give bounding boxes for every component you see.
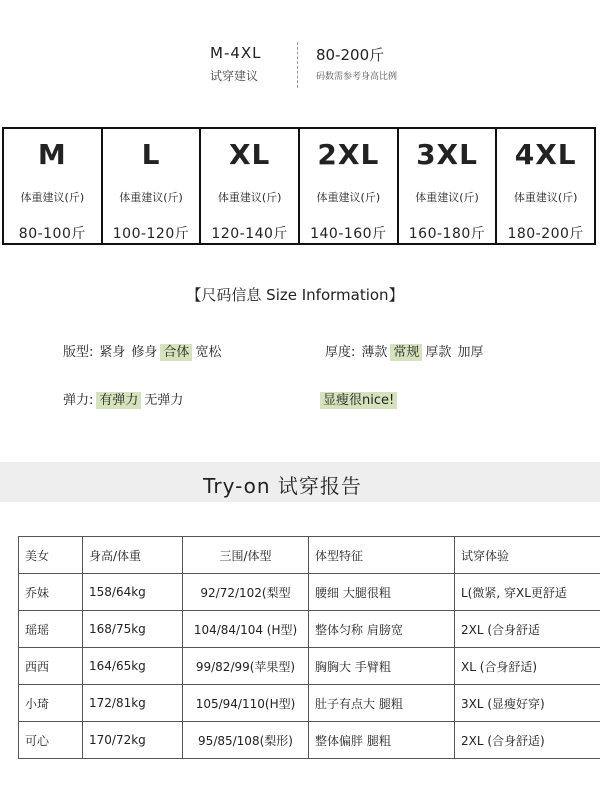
weight-value: 140-160斤 [310, 226, 387, 242]
size-info-title: 【尺码信息 Size Information】 [186, 286, 404, 304]
weight-label: 体重建议(斤) [217, 191, 282, 204]
weight-label: 体重建议(斤) [20, 191, 85, 204]
size-code: 4XL [514, 138, 577, 171]
tryon-table [18, 536, 600, 759]
table-cell: 腰细 大腿很粗 [309, 574, 455, 611]
table-cell: 肚子有点大 腿粗 [309, 685, 455, 722]
table-row [19, 722, 600, 759]
weight-value: 120-140斤 [211, 226, 288, 242]
weight-value: 80-100斤 [18, 226, 86, 242]
thickness-option: 厚款 [425, 345, 452, 360]
header-divider [297, 42, 299, 88]
table-cell: XL (合身舒适) [455, 648, 600, 685]
size-code: M [37, 138, 67, 171]
size-cell-m [4, 129, 103, 243]
size-code: L [141, 138, 161, 171]
table-cell: 99/82/99(苹果型) [183, 648, 309, 685]
column-header: 美女 [19, 537, 83, 574]
size-range: M-4XL [210, 44, 262, 62]
column-header: 三围/体型 [183, 537, 309, 574]
table-row [19, 611, 600, 648]
fit-option: 紧身 [99, 345, 126, 360]
weight-range: 80-200斤 [316, 46, 385, 64]
size-code: 2XL [317, 138, 380, 171]
table-cell: 164/65kg [83, 648, 183, 685]
size-cell-2xl [300, 129, 399, 243]
elasticity-option: 无弹力 [144, 393, 184, 408]
fit-attribute [60, 341, 224, 360]
elasticity-label: 弹力: [63, 393, 94, 408]
size-code: XL [228, 138, 271, 171]
fit-option: 宽松 [195, 345, 222, 360]
table-cell: L(微紧, 穿XL更舒适 [455, 574, 600, 611]
table-cell: 170/72kg [83, 722, 183, 759]
elasticity-attribute [60, 389, 186, 408]
table-cell: 可心 [19, 722, 83, 759]
size-code: 3XL [416, 138, 478, 171]
size-cell-3xl [399, 129, 498, 243]
fit-option-selected: 合体 [160, 344, 192, 361]
weight-label: 体重建议(斤) [316, 191, 381, 204]
table-cell: 3XL (显瘦好穿) [455, 685, 600, 722]
table-cell: 2XL (合身舒适) [455, 722, 600, 759]
table-cell: 104/84/104 (H型) [183, 611, 309, 648]
table-row [19, 648, 600, 685]
weight-label: 体重建议(斤) [119, 191, 183, 204]
table-cell: 小琦 [19, 685, 83, 722]
table-cell: 瑶瑶 [19, 611, 83, 648]
weight-label: 体重建议(斤) [415, 191, 479, 204]
table-cell: 整体匀称 肩膀宽 [309, 611, 455, 648]
column-header: 试穿体验 [455, 537, 600, 574]
table-cell: 158/64kg [83, 574, 183, 611]
table-cell: 105/94/110(H型) [183, 685, 309, 722]
fit-option: 修身 [131, 345, 158, 360]
thickness-option: 薄款 [361, 345, 388, 360]
fit-label: 版型: [63, 345, 94, 360]
weight-label: 体重建议(斤) [513, 191, 578, 204]
table-row [19, 685, 600, 722]
table-cell: 168/75kg [83, 611, 183, 648]
table-row [19, 574, 600, 611]
table-cell: 2XL (合身舒适 [455, 611, 600, 648]
weight-value: 160-180斤 [408, 226, 486, 242]
table-cell: 95/85/108(梨形) [183, 722, 309, 759]
fit-tip-label: 试穿建议 [210, 69, 259, 83]
table-cell: 胸胸大 手臂粗 [309, 648, 455, 685]
table-cell: 乔妹 [19, 574, 83, 611]
column-header: 体型特征 [309, 537, 455, 574]
table-cell: 92/72/102(梨型 [183, 574, 309, 611]
thickness-label: 厚度: [325, 345, 356, 360]
slimming-badge: 显瘦很nice! [320, 392, 397, 409]
size-cell-xl [201, 129, 300, 243]
size-note: 码数需参考身高比例 [316, 72, 398, 82]
thickness-option: 加厚 [457, 345, 484, 360]
column-header: 身高/体重 [83, 537, 183, 574]
tryon-title: Try-on 试穿报告 [203, 474, 362, 498]
size-cell-4xl [497, 129, 594, 243]
table-cell: 整体偏胖 腿粗 [309, 722, 455, 759]
weight-value: 100-120斤 [112, 226, 190, 242]
table-header-row [19, 537, 600, 574]
size-chart [2, 127, 596, 245]
table-cell: 西西 [19, 648, 83, 685]
thickness-option-selected: 常规 [390, 344, 422, 361]
slimming-attribute [320, 389, 397, 408]
elasticity-option-selected: 有弹力 [96, 392, 141, 409]
size-cell-l [103, 129, 202, 243]
thickness-attribute [322, 341, 486, 360]
table-cell: 172/81kg [83, 685, 183, 722]
weight-value: 180-200斤 [507, 226, 584, 242]
